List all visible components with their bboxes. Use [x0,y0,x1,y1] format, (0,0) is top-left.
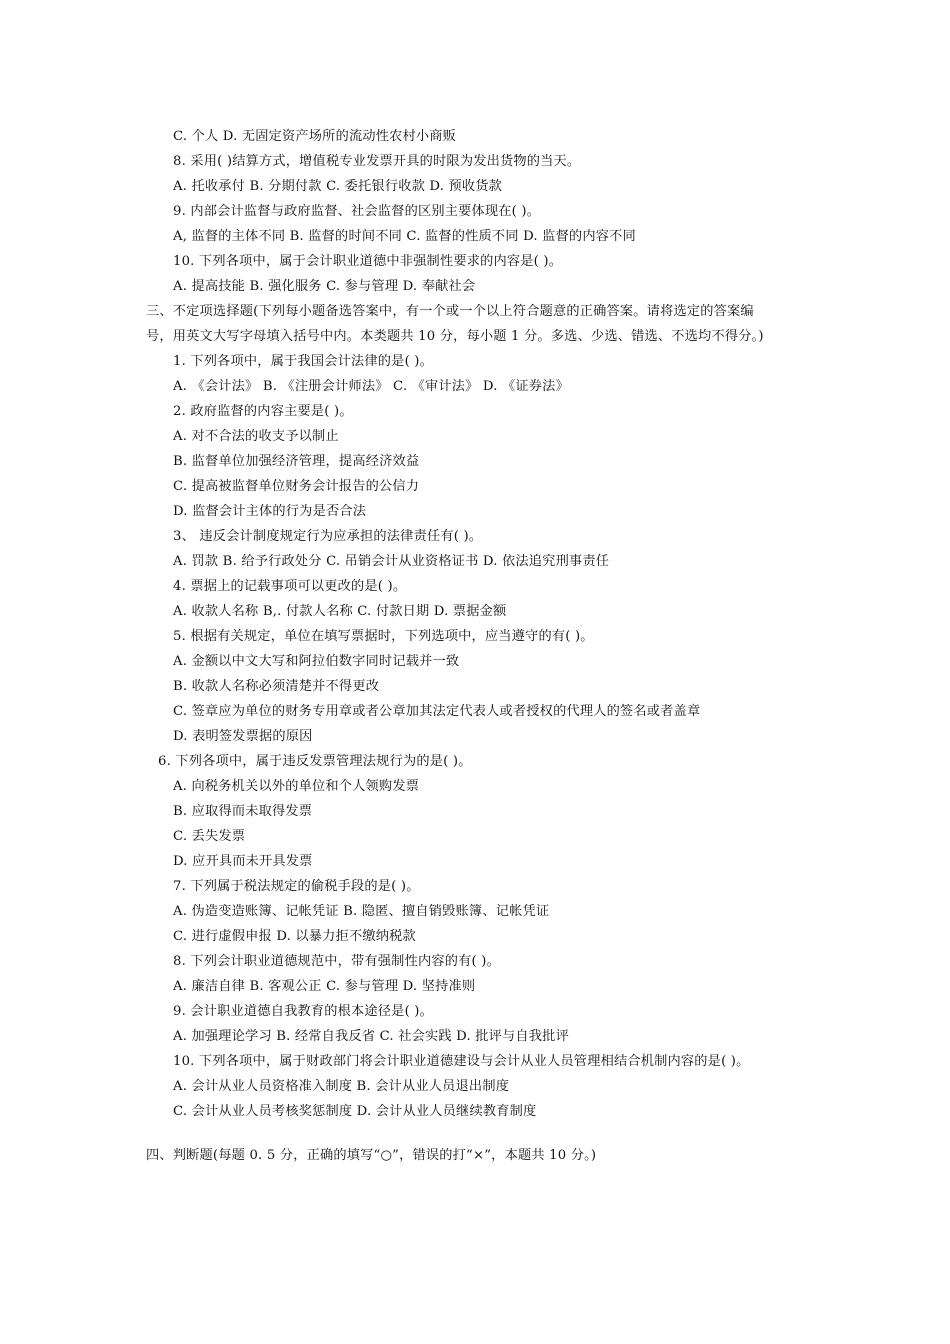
options-line: A. 托收承付 B. 分期付款 C. 委托银行收款 D. 预收货款 [173,179,503,194]
options-line: A. 会计从业人员资格准入制度 B. 会计从业人员退出制度 [173,1079,510,1094]
question-line: 5. 根据有关规定，单位在填写票据时，下列选项中，应当遵守的有( )。 [173,629,594,644]
question-line: 2. 政府监督的内容主要是( )。 [173,404,353,419]
question-line: 8. 下列会计职业道德规范中，带有强制性内容的有( )。 [173,954,500,969]
options-line: A. 提高技能 B. 强化服务 C. 参与管理 D. 奉献社会 [173,279,476,294]
option-line: C. 丢失发票 [173,829,246,844]
question-line: 3、 违反会计制度规定行为应承担的法律责任有( )。 [173,529,483,544]
option-line: D. 应开具而未开具发票 [173,854,313,869]
question-line: 8. 采用( )结算方式，增值税专业发票开具的时限为发出货物的当天。 [173,154,581,169]
option-line: B. 应取得而未取得发票 [173,804,313,819]
question-line: 1. 下列各项中，属于我国会计法律的是( )。 [173,354,434,369]
option-line: D. 监督会计主体的行为是否合法 [173,504,367,519]
question-line: 9. 内部会计监督与政府监督、社会监督的区别主要体现在( )。 [173,204,541,219]
options-line: A, 监督的主体不同 B. 监督的时间不同 C. 监督的性质不同 D. 监督的内容不同 [173,229,636,244]
option-line: C. 提高被监督单位财务会计报告的公信力 [173,479,420,494]
option-line: B. 收款人名称必须清楚并不得更改 [173,679,380,694]
options-line: A. 《会计法》 B. 《注册会计师法》 C. 《审计法》 D. 《证券法》 [173,379,569,394]
question-line: 9. 会计职业道德自我教育的根本途径是( )。 [173,1004,434,1019]
option-line: A. 金额以中文大写和阿拉伯数字同时记载并一致 [173,654,460,669]
options-line: A. 收款人名称 B,. 付款人名称 C. 付款日期 D. 票据金额 [173,604,507,619]
question-line: 6. 下列各项中，属于违反发票管理法规行为的是( )。 [158,754,472,769]
option-line: B. 监督单位加强经济管理，提高经济效益 [173,454,420,469]
options-line: A. 廉洁自律 B. 客观公正 C. 参与管理 D. 坚持准则 [173,979,476,994]
text-line: C. 个人 D. 无固定资产场所的流动性农村小商贩 [173,129,457,144]
section-heading: 三、不定项选择题(下列每小题备选答案中，有一个或一个以上符合题意的正确答案。请将选定的答案编 [146,304,754,319]
options-line: C. 会计从业人员考核奖惩制度 D. 会计从业人员继续教育制度 [173,1104,537,1119]
question-line: 10. 下列各项中，属于会计职业道德中非强制性要求的内容是( )。 [173,254,563,269]
option-line: A. 对不合法的收支予以制止 [173,429,339,444]
option-line: D. 表明签发票据的原因 [173,729,313,744]
options-line: A. 罚款 B. 给予行政处分 C. 吊销会计从业资格证书 D. 依法追究刑事责任 [173,554,610,569]
options-line: A. 伪造变造账簿、记帐凭证 B. 隐匿、擅自销毁账簿、记帐凭证 [173,904,550,919]
section-heading: 四、判断题(每题 0. 5 分，正确的填写“○”，错误的打“×”，本题共 10 分。) [146,1148,597,1163]
question-line: 7. 下列属于税法规定的偷税手段的是( )。 [173,879,420,894]
question-line: 4. 票据上的记载事项可以更改的是( )。 [173,579,407,594]
option-line: A. 向税务机关以外的单位和个人领购发票 [173,779,420,794]
question-line: 10. 下列各项中，属于财政部门将会计职业道德建设与会计从业人员管理相结合机制内容的是( )。 [173,1054,750,1069]
options-line: C. 进行虚假申报 D. 以暴力拒不缴纳税款 [173,929,416,944]
option-line: C. 签章应为单位的财务专用章或者公章加其法定代表人或者授权的代理人的签名或者盖章 [173,704,701,719]
section-heading-cont: 号，用英文大写字母填入括号中内。本类题共 10 分，每小题 1 分。多选、少选、错选、不选均不得分。) [146,329,764,344]
options-line: A. 加强理论学习 B. 经常自我反省 C. 社会实践 D. 批评与自我批评 [173,1029,569,1044]
